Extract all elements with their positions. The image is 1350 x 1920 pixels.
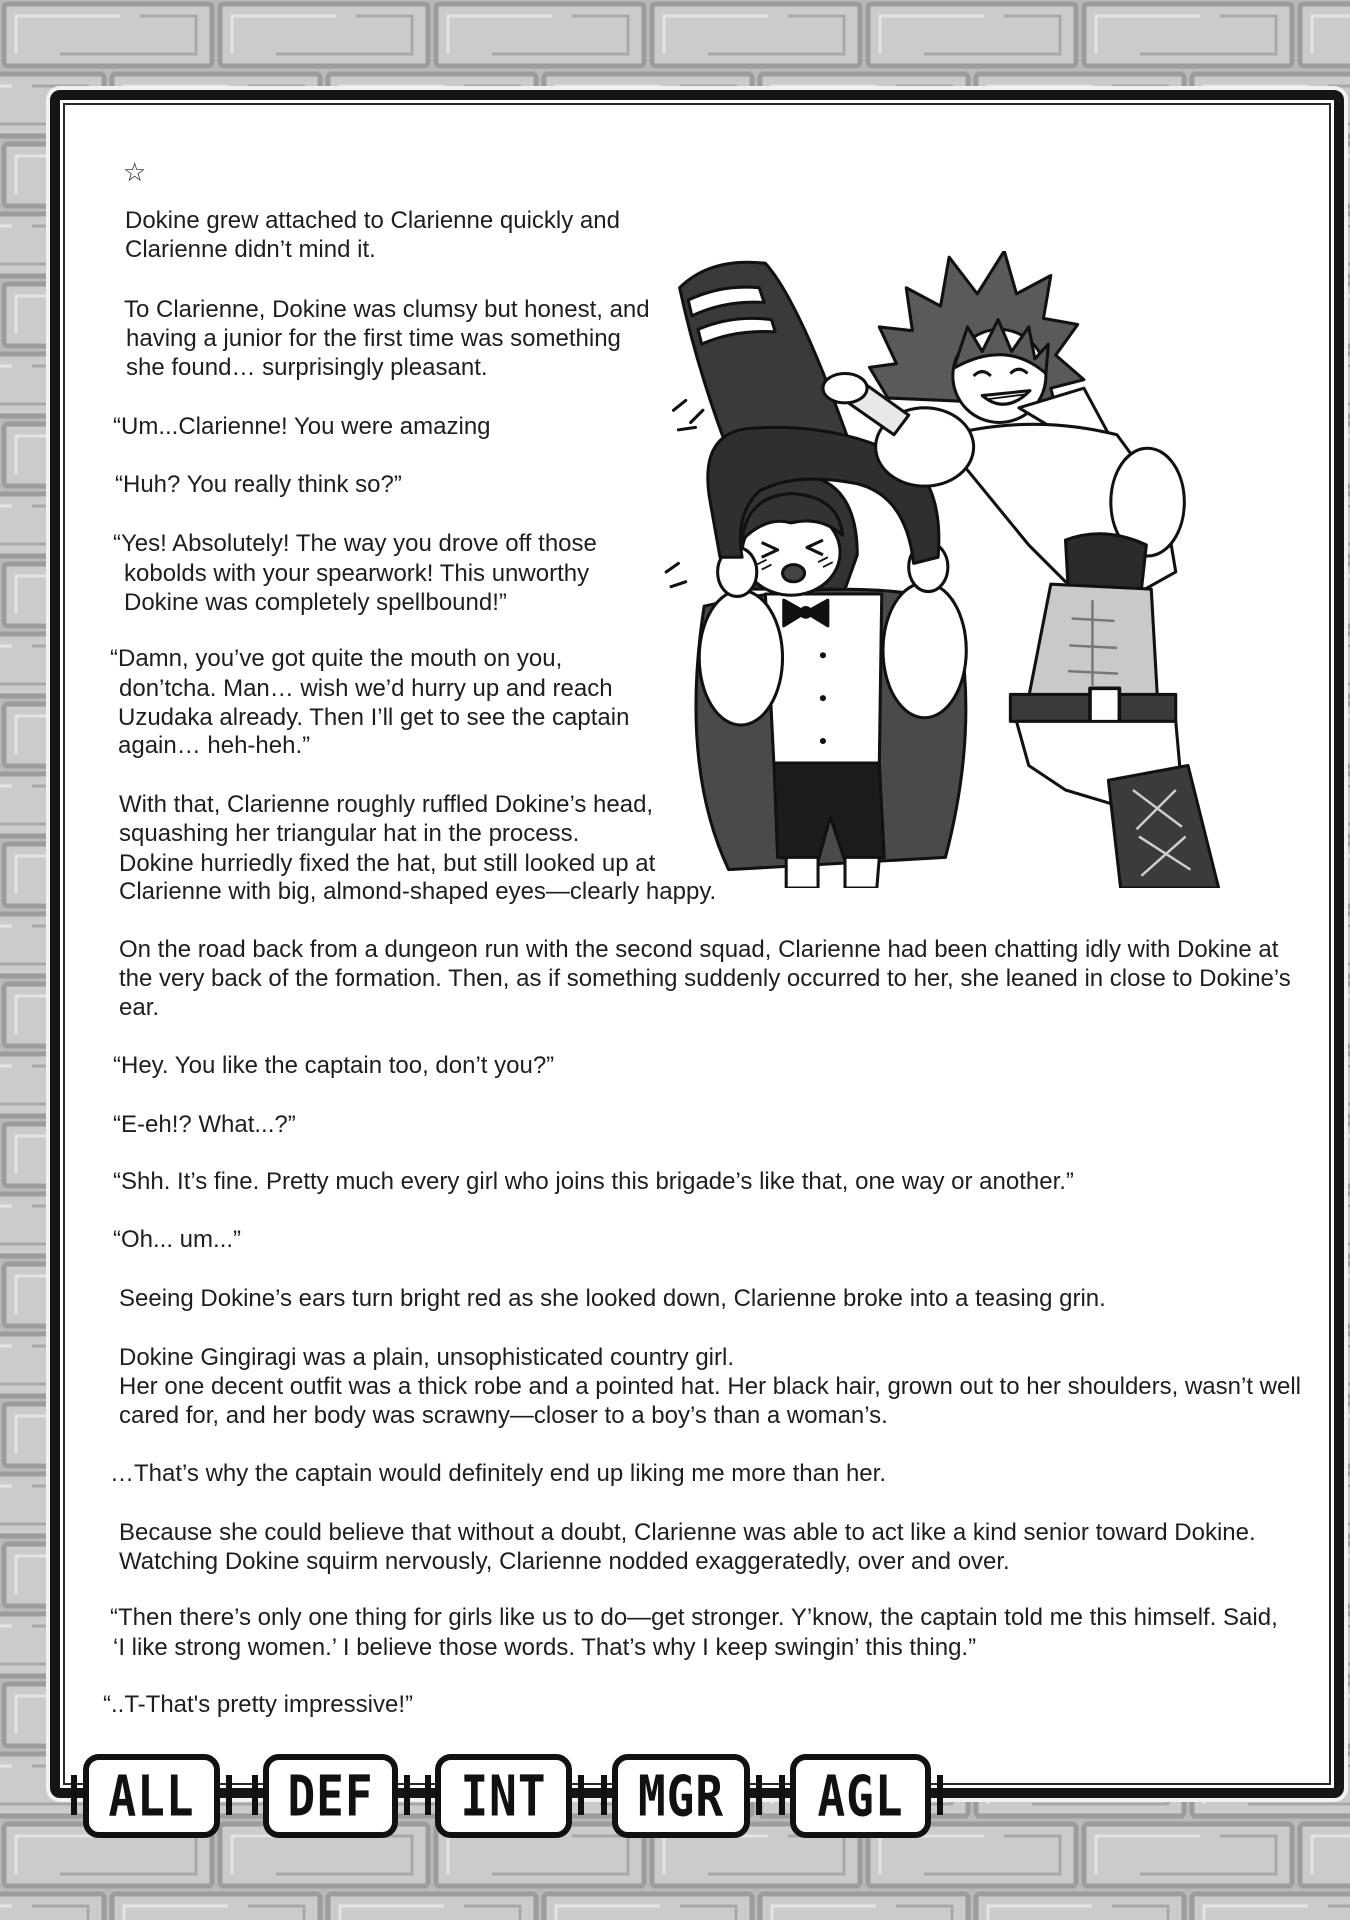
illustration	[661, 251, 1225, 888]
stat-tab-label: ALL	[108, 1763, 195, 1829]
text-line: Dokine hurriedly fixed the hat, but still looked up at	[119, 850, 656, 877]
text-line: “Yes! Absolutely! The way you drove off those	[113, 530, 597, 557]
text-line: Clarienne didn’t mind it.	[125, 236, 376, 263]
text-line: Dokine grew attached to Clarienne quickly and	[125, 207, 620, 234]
text-line: ear.	[119, 994, 160, 1021]
connector-tick	[578, 1775, 584, 1815]
connector-tick	[425, 1775, 431, 1815]
text-line: With that, Clarienne roughly ruffled Dokine’s head,	[119, 791, 654, 818]
text-line: again… heh-heh.”	[118, 732, 311, 759]
connector-tick	[252, 1775, 258, 1815]
text-line: Because she could believe that without a doubt, Clarienne was able to act like a kind senior toward Dokine.	[119, 1519, 1256, 1546]
text-line: “..T-That's pretty impressive!”	[103, 1691, 413, 1718]
stat-tab-agl	[790, 1754, 931, 1838]
text-line: Clarienne with big, almond-shaped eyes—clearly happy.	[119, 878, 717, 905]
text-line: kobolds with your spearwork! This unworthy	[124, 560, 590, 587]
stat-tab-label: MGR	[637, 1763, 725, 1829]
text-line: Her one decent outfit was a thick robe and a pointed hat. Her black hair, grown out to her shoulders, wasn’t well	[119, 1373, 1301, 1400]
text-line: “Hey. You like the captain too, don’t you?”	[113, 1052, 555, 1079]
text-line: On the road back from a dungeon run with the second squad, Clarienne had been chatting idly with Dokine at	[119, 936, 1279, 963]
text-line: don’tcha. Man… wish we’d hurry up and reach	[119, 675, 613, 702]
text-line: Dokine was completely spellbound!”	[124, 589, 507, 616]
text-line: ‘I like strong women.’ I believe those words. That’s why I keep swingin’ this thing.”	[113, 1634, 977, 1661]
stat-tab-label: AGL	[817, 1763, 904, 1829]
connector-tick	[937, 1775, 943, 1815]
sweat-marks	[666, 400, 703, 586]
text-line: Dokine Gingiragi was a plain, unsophisticated country girl.	[119, 1344, 734, 1371]
stat-tab-def	[263, 1754, 398, 1838]
text-line: “Shh. It’s fine. Pretty much every girl who joins this brigade’s like that, one way or another.”	[113, 1168, 1074, 1195]
connector-tick	[404, 1775, 410, 1815]
connector-tick	[226, 1775, 232, 1815]
text-line: she found… surprisingly pleasant.	[126, 354, 488, 381]
stat-tab-label: INT	[460, 1763, 547, 1829]
text-line: the very back of the formation. Then, as if something suddenly occurred to her, she leaned in close to Dokine’s	[119, 965, 1291, 992]
text-line: “Um...Clarienne! You were amazing	[113, 413, 491, 440]
connector-tick	[601, 1775, 607, 1815]
stat-tab-mgr	[612, 1754, 750, 1838]
star-icon: ☆	[123, 158, 147, 188]
stat-tab-all	[83, 1754, 220, 1838]
text-line: …That’s why the captain would definitely end up liking me more than her.	[110, 1460, 886, 1487]
text-line: Seeing Dokine’s ears turn bright red as she looked down, Clarienne broke into a teasing grin.	[119, 1285, 1106, 1312]
text-line: “E-eh!? What...?”	[113, 1111, 296, 1138]
text-line: “Damn, you’ve got quite the mouth on you,	[110, 645, 563, 672]
text-line: “Huh? You really think so?”	[115, 471, 402, 498]
connector-tick	[71, 1775, 77, 1815]
stat-tab-int	[435, 1754, 572, 1838]
text-line: having a junior for the first time was something	[126, 325, 621, 352]
connector-tick	[779, 1775, 785, 1815]
text-line: “Then there’s only one thing for girls like us to do—get stronger. Y’know, the captain told me this himself. Said,	[110, 1604, 1278, 1631]
text-line: To Clarienne, Dokine was clumsy but honest, and	[124, 296, 650, 323]
text-line: cared for, and her body was scrawny—closer to a boy’s than a woman’s.	[119, 1402, 888, 1429]
connector-tick	[756, 1775, 762, 1815]
text-line: “Oh... um...”	[113, 1226, 242, 1253]
stat-tab-label: DEF	[287, 1763, 374, 1829]
text-line: Watching Dokine squirm nervously, Clarienne nodded exaggeratedly, over and over.	[119, 1548, 1010, 1575]
text-line: Uzudaka already. Then I’ll get to see the captain	[118, 704, 630, 731]
text-line: squashing her triangular hat in the process.	[119, 820, 580, 847]
